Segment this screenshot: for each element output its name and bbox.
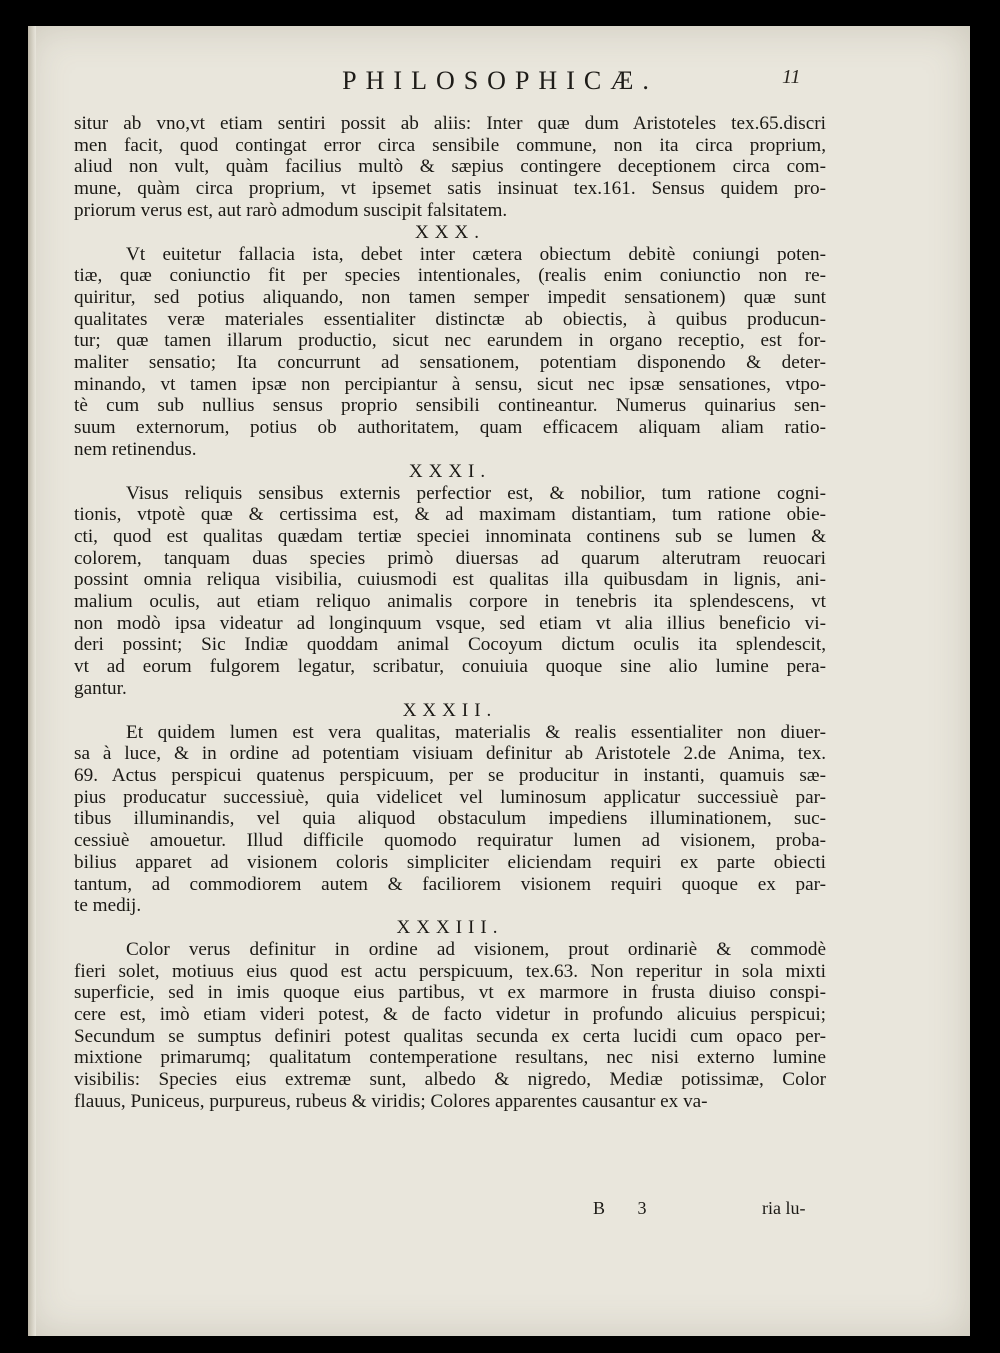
text-line: mune, quàm circa proprium, vt ipsemet satis insinuat tex.161. Sensus quidem pro- (74, 178, 826, 200)
text-line: flauus, Puniceus, purpureus, rubeus & viridis; Colores apparentes causantur ex va- (74, 1090, 708, 1112)
text-line: Secundum se sumptus definiri potest qualitas secunda ex certa lucidi cum opaco per- (74, 1025, 826, 1047)
text-line: Et quidem lumen est vera qualitas, materialis & realis essentialiter non diuer- (126, 721, 826, 743)
text-line: nem retinendus. (74, 438, 197, 460)
text-line: tè cum sub nullius sensus proprio sensibili contineantur. Numerus quinarius sen- (74, 395, 826, 417)
text-line: tibus illuminandis, vel quia aliquod obstaculum impediens illuminationem, suc- (74, 808, 826, 830)
text-line: tur; quæ tamen illarum productio, sicut nec earundem in organo receptio, est for- (74, 330, 826, 352)
text-line: malium oculis, aut etiam reliquo animalis corpore in tenebris ita splendescens, vt (74, 591, 826, 613)
page-number: 11 (782, 66, 801, 88)
text-line: maliter sensatio; Ita concurrunt ad sensationem, potentiam disponendo & deter- (74, 352, 826, 374)
text-line: superficie, sed in imis quoque eius partibus, vt ex marmore in frusta diuiso conspi- (74, 982, 826, 1004)
text-line: priorum verus est, aut rarò admodum suscipit falsitatem. (74, 199, 508, 221)
text-line: visibilis: Species eius extremæ sunt, albedo & nigredo, Mediæ potissimæ, Color (74, 1069, 826, 1091)
text-line: non modò ipsa videatur ad longinquum vsque, sed etiam vt alia illius beneficio vi- (74, 612, 826, 634)
signature-mark: B 3 (593, 1198, 661, 1218)
text-line: suum externorum, potius ob authoritatem, quam efficacem aliquam aliam ratio- (74, 417, 826, 439)
text-line: te medij. (74, 895, 142, 917)
text-line: pius producatur successiuè, quia videlicet vel luminosum applicatur successiuè par- (74, 786, 826, 808)
text-line: men facit, quod contingat error circa sensibile commune, non ita circa proprium, (74, 134, 826, 156)
text-line: cere est, imò etiam videri potest, & de facto videtur in profundo alicuius perspicui; (74, 1004, 826, 1026)
text-line: bilius apparet ad visionem coloris simpliciter eliciendam requiri ex parte obiecti (74, 851, 826, 873)
page-body-text (74, 113, 826, 1113)
text-line: cti, quod est qualitas quædam tertiæ speciei innominata continens sub se lumen & (74, 525, 826, 547)
text-line: Vt euitetur fallacia ista, debet inter cætera obiectum debitè coniungi poten- (126, 243, 826, 265)
text-line: possint omnia reliqua visibilia, cuiusmodi est qualitas illa quibusdam in lignis, ani- (74, 569, 826, 591)
section-number: XXXII. (402, 699, 498, 721)
text-line: minando, vt tamen ipsæ non percipiantur à sensu, sicut nec ipsæ sensationes, vtpo- (74, 373, 826, 395)
text-line: colorem, tanquam duas species primò diuersas ad quarum alterutram reuocari (74, 547, 826, 569)
paragraph (74, 113, 826, 222)
paragraph (74, 939, 826, 1113)
paragraph (74, 722, 826, 917)
text-line: deri possint; Sic Indiæ quoddam animal Cocoyum dictum oculis ita splendescit, (74, 634, 826, 656)
text-line: qualitates veræ materiales essentialiter distinctæ ab obiectis, à quibus producun- (74, 308, 826, 330)
running-head: PHILOSOPHICÆ. (342, 66, 658, 95)
section-number: XXXIII. (396, 916, 504, 938)
catchword: ria lu- (762, 1198, 806, 1218)
text-line: mixtione primarumq; qualitatum contemperatione resultans, nec nisi externo lumine (74, 1047, 826, 1069)
text-line: Visus reliquis sensibus externis perfectior est, & nobilior, tum ratione cogni- (126, 482, 826, 504)
text-line: sa à luce, & in ordine ad potentiam visiuam definitur ab Aristotele 2.de Anima, tex. (74, 743, 826, 765)
text-line: vt ad eorum fulgorem legatur, scribatur, conuiuia quoque sine alio lumine pera- (74, 656, 826, 678)
section-number: XXX. (415, 221, 485, 243)
section-number: XXXI. (408, 460, 492, 482)
text-line: fieri solet, motiuus eius quod est actu perspicuum, tex.63. Non reperitur in sola mixti (74, 960, 826, 982)
text-line: tiæ, quæ coniunctio fit per species intentionales, (realis enim coniunctio non re- (74, 265, 826, 287)
paragraph (74, 483, 826, 700)
text-line: gantur. (74, 677, 127, 699)
text-line: 69. Actus perspicui quatenus perspicuum, per se producitur in instanti, quamuis sæ- (74, 764, 826, 786)
text-line: tantum, ad commodiorem autem & faciliorem visionem requiri quoque ex par- (74, 873, 826, 895)
text-line: Color verus definitur in ordine ad visionem, prout ordinariè & commodè (126, 938, 826, 960)
text-line: cessiuè amouetur. Illud difficile quomodo requiratur lumen ad visionem, proba- (74, 830, 826, 852)
text-line: aliud non vult, quàm facilius multò & sæpius contingere deceptionem circa com- (74, 156, 826, 178)
text-line: quiritur, sed potius aliquando, non tamen semper impedit sensationem) quæ sunt (74, 286, 826, 308)
text-line: tionis, vtpotè quæ & certissima est, & ad maximam distantiam, tum ratione obie- (74, 504, 826, 526)
paragraph (74, 244, 826, 461)
page-gutter-shadow (28, 26, 36, 1336)
text-line: situr ab vno,vt etiam sentiri possit ab aliis: Inter quæ dum Aristoteles tex.65.discri (74, 113, 826, 134)
